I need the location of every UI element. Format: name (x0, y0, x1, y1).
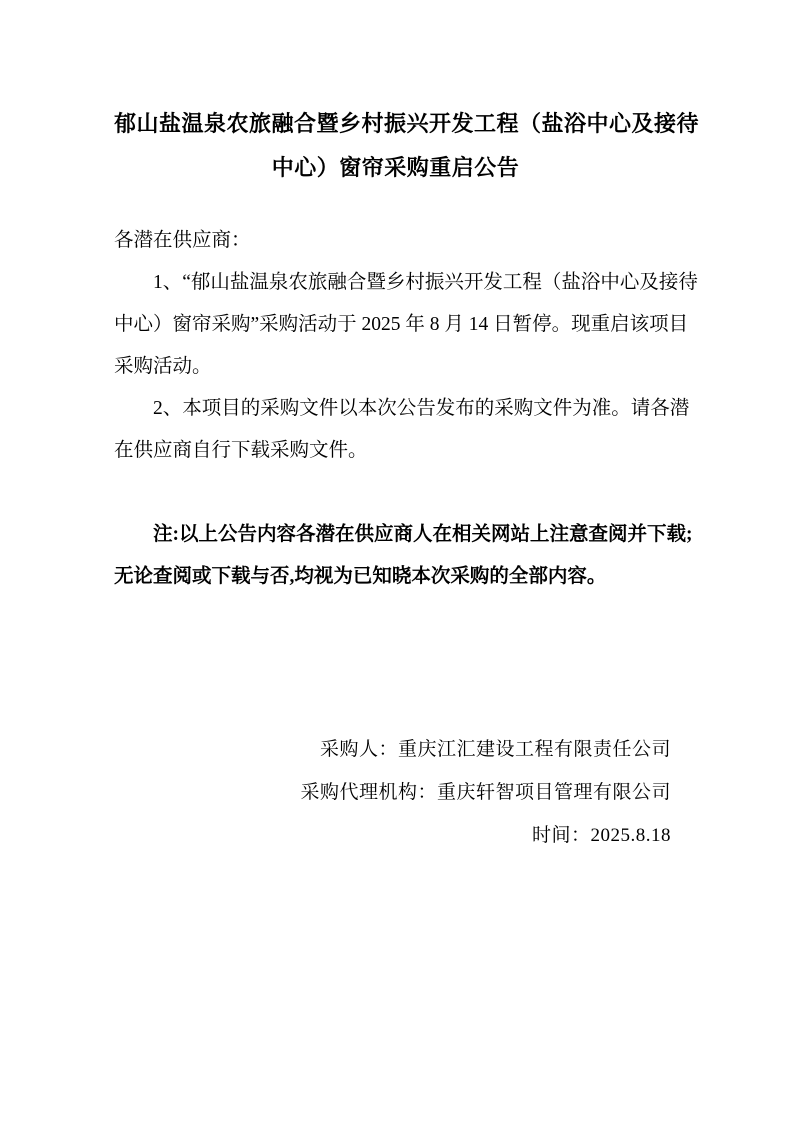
signature-block (114, 728, 677, 857)
document-title (114, 102, 700, 190)
paragraph-2-line-1: 2、本项目的采购文件以本次公告发布的采购文件为准。请各潜 (153, 398, 690, 419)
salutation: 各潜在供应商： (114, 230, 251, 251)
agency-line: 采购代理机构：重庆轩智项目管理有限公司 (300, 782, 671, 803)
paragraph-1-line-2: 中心）窗帘采购”采购活动于 2025 年 8 月 14 日暂停。现重启该项目 (114, 314, 689, 335)
document-body (114, 220, 698, 472)
date-line: 时间：2025.8.18 (531, 825, 671, 846)
document-title-line-2: 中心）窗帘采购重启公告 (271, 155, 520, 180)
paragraph-1-line-1: 1、“郁山盐温泉农旅融合暨乡村振兴开发工程（盐浴中心及接待 (153, 272, 698, 293)
note-line-1: 注:以上公告内容各潜在供应商人在相关网站上注意查阅并下载; (153, 524, 693, 545)
document-title-line-1: 郁山盐温泉农旅融合暨乡村振兴开发工程（盐浴中心及接待 (114, 111, 700, 136)
notice-note (114, 514, 693, 598)
paragraph-2-line-2: 在供应商自行下载采购文件。 (114, 440, 368, 461)
purchaser-line: 采购人：重庆江汇建设工程有限责任公司 (319, 739, 671, 760)
paragraph-1-line-3: 采购活动。 (114, 356, 212, 377)
note-line-2: 无论查阅或下载与否,均视为已知晓本次采购的全部内容。 (114, 566, 607, 587)
